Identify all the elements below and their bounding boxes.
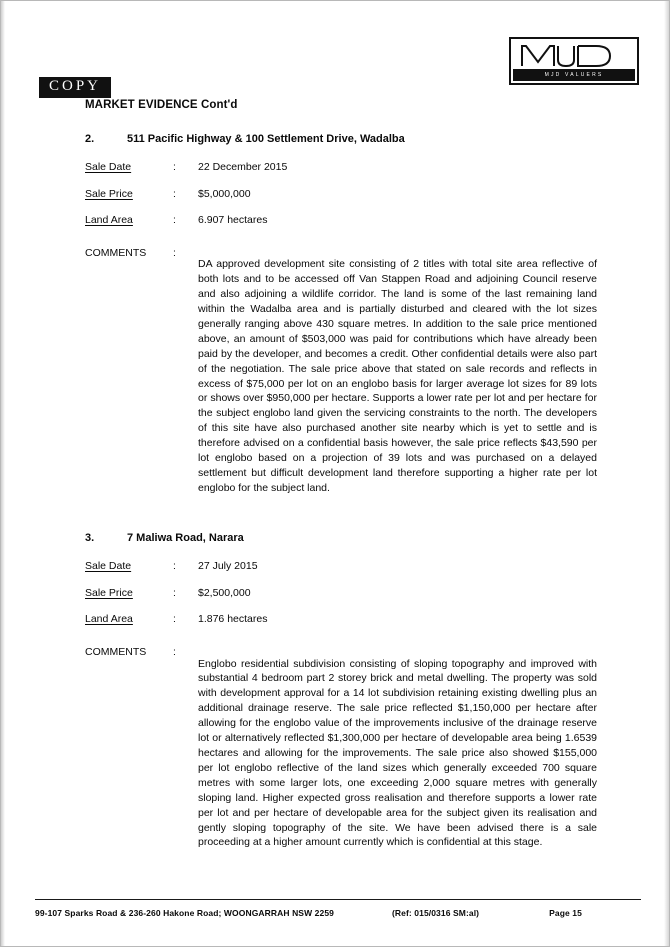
entry-spacer <box>85 506 597 532</box>
document-body <box>85 99 597 861</box>
field-label: Land Area <box>85 613 133 626</box>
footer-divider <box>35 899 641 900</box>
field-sale-date <box>85 161 597 174</box>
field-label: Sale Date <box>85 161 132 173</box>
comments-colon: : <box>173 646 176 659</box>
field-colon: : <box>173 187 176 200</box>
entry-heading <box>85 133 597 145</box>
field-land-area <box>85 214 597 227</box>
field-value: $2,500,000 <box>198 586 251 599</box>
entry-heading <box>85 532 597 544</box>
field-colon: : <box>173 560 176 573</box>
field-sale-price <box>85 188 597 201</box>
sale-entry-2 <box>85 133 597 506</box>
comments-label: COMMENTS <box>85 646 147 659</box>
field-label: Sale Date <box>85 560 132 573</box>
field-value: 22 December 2015 <box>198 161 288 173</box>
field-label: Sale Price <box>85 187 133 200</box>
comments-colon: : <box>173 246 176 259</box>
comments-block <box>85 247 597 507</box>
field-value: 1.876 hectares <box>198 613 268 626</box>
copy-stamp: COPY <box>39 77 111 98</box>
field-label: Land Area <box>85 214 133 227</box>
field-land-area <box>85 613 597 626</box>
footer-address: 99-107 Sparks Road & 236-260 Hakone Road; WOONGARRAH NSW 2259 <box>35 908 334 918</box>
comments-block <box>85 646 597 861</box>
page-footer <box>35 899 641 918</box>
field-value: $5,000,000 <box>198 187 251 200</box>
field-colon: : <box>173 613 176 626</box>
logo-subtitle: MJD VALUERS <box>513 69 635 81</box>
footer-reference: (Ref: 015/0316 SM:al) <box>391 908 480 918</box>
field-label: Sale Price <box>85 586 133 599</box>
comments-label: COMMENTS <box>85 246 147 259</box>
footer-page-number: Page 15 <box>549 908 582 918</box>
company-logo <box>509 37 639 85</box>
page-title: MARKET EVIDENCE Cont'd <box>85 99 238 111</box>
field-colon: : <box>173 214 176 227</box>
field-colon: : <box>173 161 176 173</box>
field-colon: : <box>173 586 176 599</box>
entry-address: 511 Pacific Highway & 100 Settlement Drive, Wadalba <box>127 133 405 145</box>
scan-edge-right <box>664 1 669 947</box>
entry-address: 7 Maliwa Road, Narara <box>127 532 244 545</box>
mjd-monogram-icon <box>513 41 635 69</box>
comments-text: Englobo residential subdivision consisting of sloping topography and improved with substantial 4 bedroom part 2 storey brick and metal dwelling. The property was sold with development approval for a 14 lot subdivision retaining existing dwelling plus an additional drainage reserve. The sale price reflected $1,150,000 per hectare after allowing for the englobo value of the improvements inclusive of the drainage reserve lot or alternatively reflected $1,300,000 per hectare of developable area being 1.6539 hectares and allowing for the improvements. The sale price also showed $155,000 per lot englobo reflective of the land sizes which generally exceeded 700 square metres with some larger lots, one exceeding 2,000 square metres with generally sloping land. Higher expected gross realisation and therefore supports a lower rate per lot and per hectare of developable area for the subject given its realisation and gently sloping topography of the site. We have been advised there is a sale proceeding at a higher amount currently which is confidential at this stage. <box>198 657 597 849</box>
entry-number: 2. <box>85 133 95 145</box>
field-value: 6.907 hectares <box>198 214 268 227</box>
field-value: 27 July 2015 <box>198 560 258 573</box>
field-sale-date <box>85 560 597 573</box>
scan-edge-left <box>1 1 5 947</box>
field-sale-price <box>85 587 597 600</box>
comments-text: DA approved development site consisting of 2 titles with total site area reflective of both lots and to be accessed off Van Stappen Road and adjoining Council reserve and also adjoining a wildlife corridor. The land is some of the last remaining land within the Wadalba area and is partially disturbed and cleared with the lot sizes generally ranging above 430 square metres. In addition to the sale price mentioned above, an amount of $503,000 was paid for contributions which have already been paid by the developer, and becomes a credit. Other confidential details were also part of the negotiation. The sale price above that stated on sale records and reflects in excess of $75,000 per lot on an englobo basis for larger average lot sizes for 89 lots or shows over $950,000 per hectare. Supports a lower rate per lot and per hectare for the subject englobo land given the servicing constraints to the north. The developers of this site have also purchased another site nearby which is yet to settle and is therefore advised on a confidential basis however, the sale price reflects $43,590 per lot englobo based on a projection of 39 lots and was purchased on a delayed settlement but difficult development land therefore supporting a higher rate per lot englobo for the subject land. <box>198 258 597 494</box>
footer-line <box>35 908 641 918</box>
entry-number: 3. <box>85 532 95 545</box>
sale-entry-3 <box>85 532 597 861</box>
